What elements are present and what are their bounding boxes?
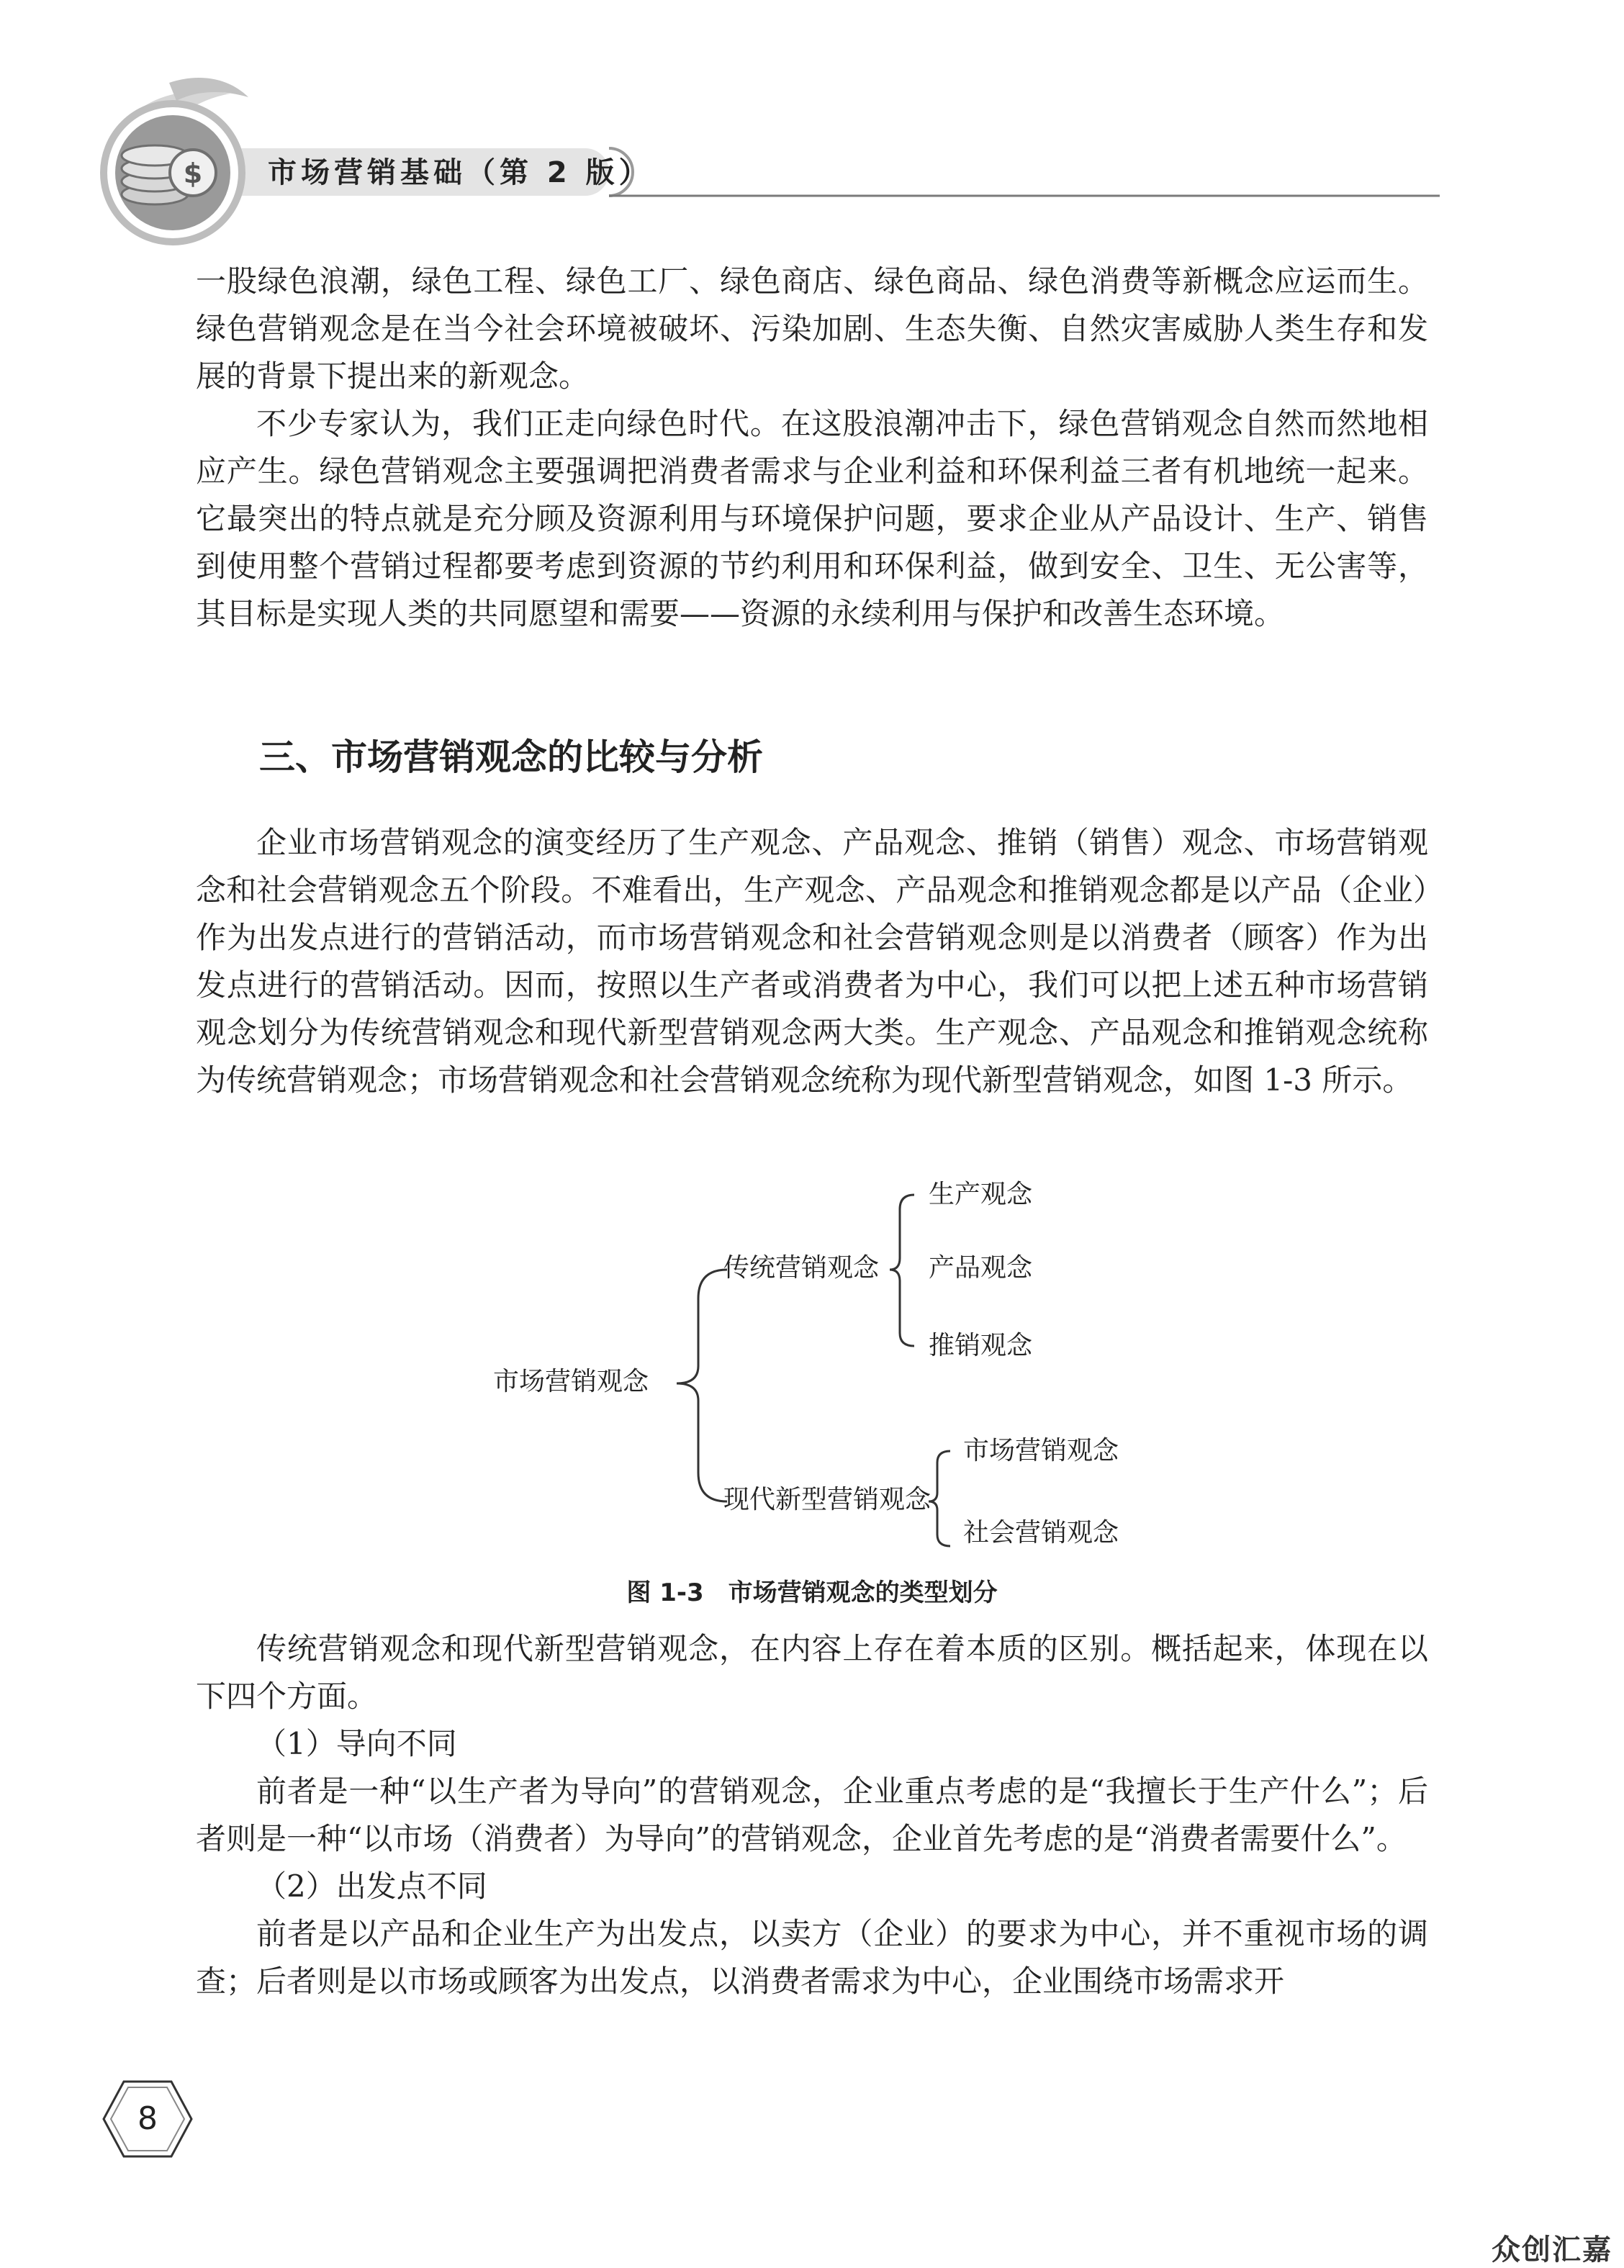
book-title: 市场营销基础（第 2 版）: [268, 156, 652, 189]
child-node: 生产观念: [929, 1180, 1033, 1209]
section-intro-block: [196, 819, 1428, 1104]
paragraph: 一股绿色浪潮，绿色工程、绿色工厂、绿色商店、绿色商品、绿色消费等新概念应运而生。绿色营销观念是在当今社会环境被破坏、污染加剧、生态失衡、自然灾害威胁人类生存和发展的背景下提出来的新观念。: [196, 263, 1428, 394]
traditional-node: 传统营销观念: [723, 1253, 880, 1283]
header-decoration: [0, 0, 1624, 259]
body-text-bottom: [196, 1625, 1428, 2005]
page-number-badge: [101, 2079, 194, 2159]
list-item-title: （1）导向不同: [256, 1726, 457, 1761]
list-item-title: （2）出发点不同: [256, 1869, 487, 1904]
paragraph: 不少专家认为，我们正走向绿色时代。在这股浪潮冲击下，绿色营销观念自然而然地相应产生。绿色营销观念主要强调把消费者需求与企业利益和环保利益三者有机地统一起来。它最突出的特点就是充分顾及资源利用与环境保护问题，要求企业从产品设计、生产、销售到使用整个营销过程都要考虑到资源的节约利用和环保利益，做到安全、卫生、无公害等，其目标是实现人类的共同愿望和需要——资源的永续利用与保护和改善生态环境。: [196, 406, 1428, 631]
body-text-top: [196, 258, 1428, 638]
child-node: 市场营销观念: [963, 1436, 1119, 1465]
watermark: 众创汇嘉: [1492, 2233, 1612, 2267]
child-node: 推销观念: [929, 1331, 1033, 1360]
modern-node: 现代新型营销观念: [723, 1485, 931, 1514]
root-brace: [677, 1270, 727, 1501]
page-header: [0, 0, 1624, 259]
paragraph: 前者是以产品和企业生产为出发点，以卖方（企业）的要求为中心，并不重视市场的调查；后者则是以市场或顾客为出发点，以消费者需求为中心，企业围绕市场需求开: [196, 1916, 1428, 1999]
page-number: 8: [137, 2100, 158, 2137]
paragraph: 前者是一种“以生产者为导向”的营销观念，企业重点考虑的是“我擅长于生产什么”；后者则是一种“以市场（消费者）为导向”的营销观念，企业首先考虑的是“消费者需要什么”。: [196, 1774, 1428, 1856]
paragraph: 企业市场营销观念的演变经历了生产观念、产品观念、推销（销售）观念、市场营销观念和社会营销观念五个阶段。不难看出，生产观念、产品观念和推销观念都是以产品（企业）作为出发点进行的营销活动，而市场营销观念和社会营销观念则是以消费者（顾客）作为出发点进行的营销活动。因而，按照以生产者或消费者为中心，我们可以把上述五种市场营销观念划分为传统营销观念和现代新型营销观念两大类。生产观念、产品观念和推销观念统称为传统营销观念；市场营销观念和社会营销观念统称为现代新型营销观念，如图 1-3 所示。: [196, 825, 1428, 1098]
section-heading: 三、市场营销观念的比较与分析: [259, 736, 763, 778]
figure-caption: [0, 1575, 1624, 1611]
root-node: 市场营销观念: [493, 1367, 649, 1396]
paragraph: 传统营销观念和现代新型营销观念，在内容上存在着本质的区别。概括起来，体现在以下四个方面。: [196, 1631, 1428, 1714]
child-node: 社会营销观念: [963, 1518, 1119, 1548]
svg-text:$: $: [183, 158, 203, 189]
traditional-brace: [890, 1195, 914, 1346]
caption-number: 图 1-3: [626, 1578, 704, 1607]
modern-brace: [929, 1451, 950, 1546]
caption-text: 市场营销观念的类型划分: [728, 1578, 998, 1607]
concept-tree-diagram: [461, 1166, 1181, 1569]
child-node: 产品观念: [929, 1253, 1033, 1283]
